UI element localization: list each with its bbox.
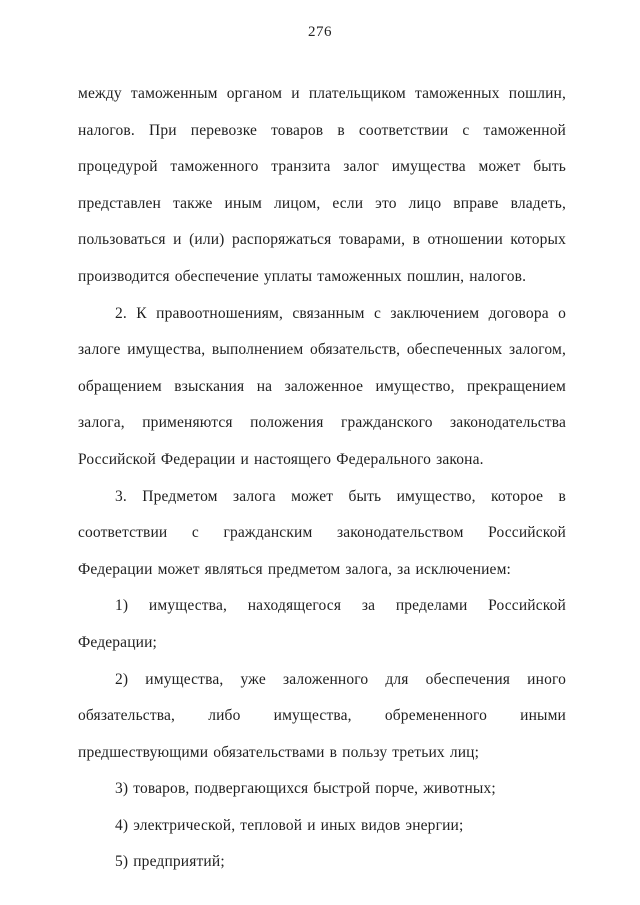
- list-item-3: 3) товаров, подвергающихся быстрой порче, животных;: [115, 780, 496, 798]
- paragraph-clause-3: 3. Предметом залога может быть имущество, которое в соответствии с гражданским законодательством Российской Федерации может являться предметом залога, за исключением:: [78, 487, 566, 578]
- page-content: [78, 76, 566, 881]
- paragraph-clause-2: 2. К правоотношениям, связанным с заключением договора о залоге имущества, выполнением обязательств, обеспеченных залогом, обращением взыскания на заложенное имущество, прекращением залога, применяются положения гражданского законодательства Российской Федерации и настоящего Федерального закона.: [78, 304, 566, 468]
- list-item-1: 1) имущества, находящегося за пределами Российской Федерации;: [78, 597, 566, 651]
- page-number: 276: [308, 24, 332, 40]
- list-item-4: 4) электрической, тепловой и иных видов энергии;: [115, 816, 464, 834]
- list-item-5: 5) предприятий;: [115, 853, 225, 871]
- list-item-2: 2) имущества, уже заложенного для обеспечения иного обязательства, либо имущества, обремененного иными предшествующими обязательствами в пользу третьих лиц;: [78, 670, 566, 761]
- paragraph-continuation: между таможенным органом и плательщиком таможенных пошлин, налогов. При перевозке товаров в соответствии с таможенной процедурой таможенного транзита залог имущества может быть представлен также иным лицом, если это лицо вправе владеть, пользоваться и (или) распоряжаться товарами, в отношении которых производится обеспечение уплаты таможенных пошлин, налогов.: [78, 85, 566, 285]
